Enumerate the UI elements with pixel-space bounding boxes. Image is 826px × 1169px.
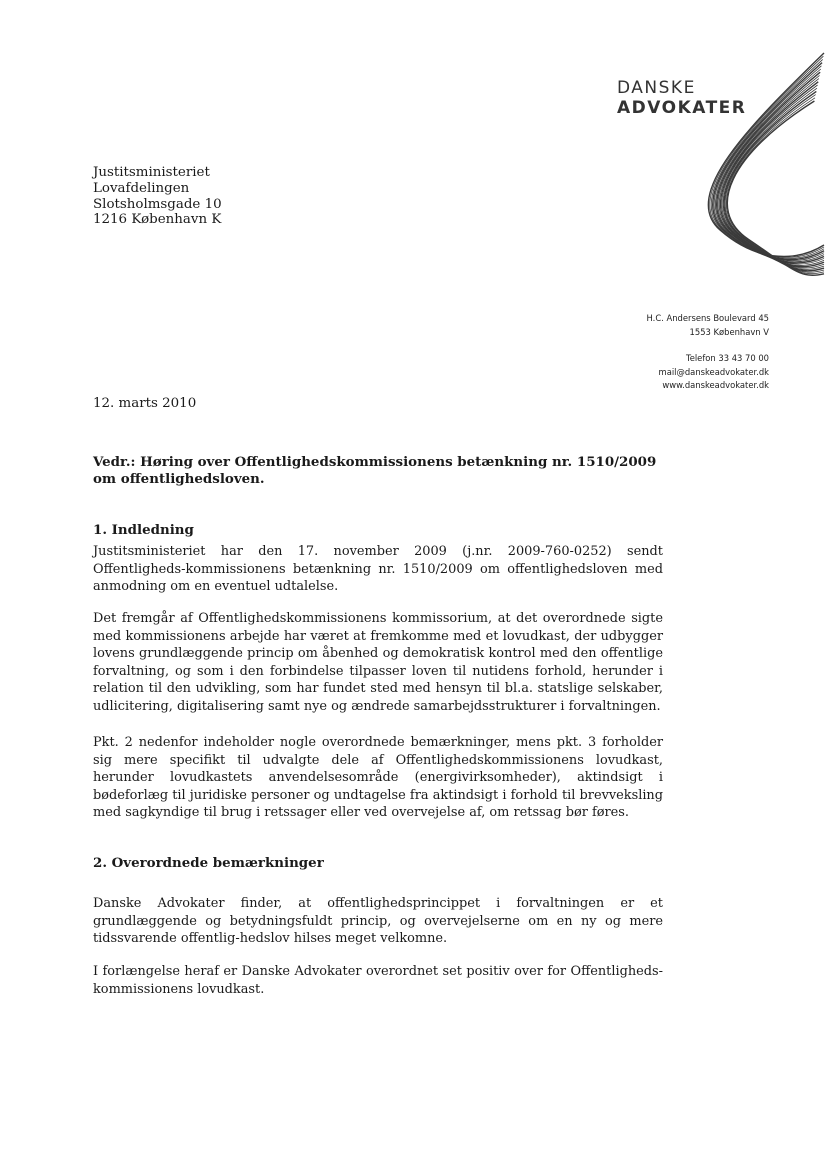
- sender-phone: Telefon 33 43 70 00: [686, 353, 769, 363]
- recipient-line: Slotsholmsgade 10: [93, 196, 222, 212]
- letter-date: 12. marts 2010: [93, 396, 197, 411]
- subject-line: Vedr.: Høring over Offentlighedskommissionens betænkning nr. 1510/2009 om offentlighedsloven.: [93, 454, 657, 487]
- sender-web: www.danskeadvokater.dk: [662, 380, 769, 390]
- recipient-line: Lovafdelingen: [93, 180, 190, 196]
- sender-address: [647, 312, 769, 393]
- paragraph: Justitsministeriet har den 17. november 2009 (j.nr. 2009-760-0252) sendt Offentligheds-kommissionens betænkning nr. 1510/2009 om offentlighedsloven med anmodning om en eventuel udtalelse.: [93, 544, 663, 595]
- logo-swirl-graphic: [690, 45, 826, 285]
- recipient-line: 1216 København K: [93, 212, 222, 228]
- logo-line1: DANSKE: [617, 78, 696, 98]
- sender-city: 1553 København V: [689, 326, 769, 337]
- logo-line2: ADVOKATER: [617, 98, 747, 118]
- recipient-address: [93, 165, 222, 228]
- paragraph: Det fremgår af Offentlighedskommissionens kommissorium, at det overordnede sigte med kommissionens arbejde har været at fremkomme med et lovudkast, der udbygger lovens grundlæggende princip om åbenhed og demokratisk kontrol med den offentlige forvaltning, og som i den forbindelse tilpasser loven til nutidens forhold, herunder i relation til den udvikling, som har fundet sted med hensyn til bl.a. statslige selskaber, udlicitering, digitalisering samt nye og ændrede samarbejdsstrukturer i forvaltningen.: [93, 611, 663, 714]
- paragraph: Pkt. 2 nedenfor indeholder nogle overordnede bemærkninger, mens pkt. 3 forholder sig mere specifikt til udvalgte dele af Offentlighedskommissionens lovudkast, herunder lovudkastets anvendelsesområde (energivirksomheder), aktindsigt i bødeforlæg til juridiske personer og undtagelse fra aktindsigt i forhold til brevveksling med sagkyndige til brug i retssager eller ved overvejelse af, om retssag bør føres.: [93, 735, 663, 821]
- section-heading: 2. Overordnede bemærkninger: [93, 855, 324, 871]
- section-heading: 1. Indledning: [93, 522, 194, 538]
- paragraph: Danske Advokater finder, at offentlighedsprincippet i forvaltningen er et grundlæggende og betydningsfuldt princip, og overvejelserne om en ny og mere tidssvarende offentlig-hedslov hilses meget velkomne.: [93, 896, 663, 947]
- recipient-line: Justitsministeriet: [93, 165, 210, 180]
- swirl-line: [725, 95, 824, 273]
- sender-street: H.C. Andersens Boulevard 45: [646, 313, 769, 323]
- sender-email: mail@danskeadvokater.dk: [658, 366, 769, 377]
- paragraph: I forlængelse heraf er Danske Advokater overordnet set positiv over for Offentligheds-kommissionens lovudkast.: [93, 964, 663, 997]
